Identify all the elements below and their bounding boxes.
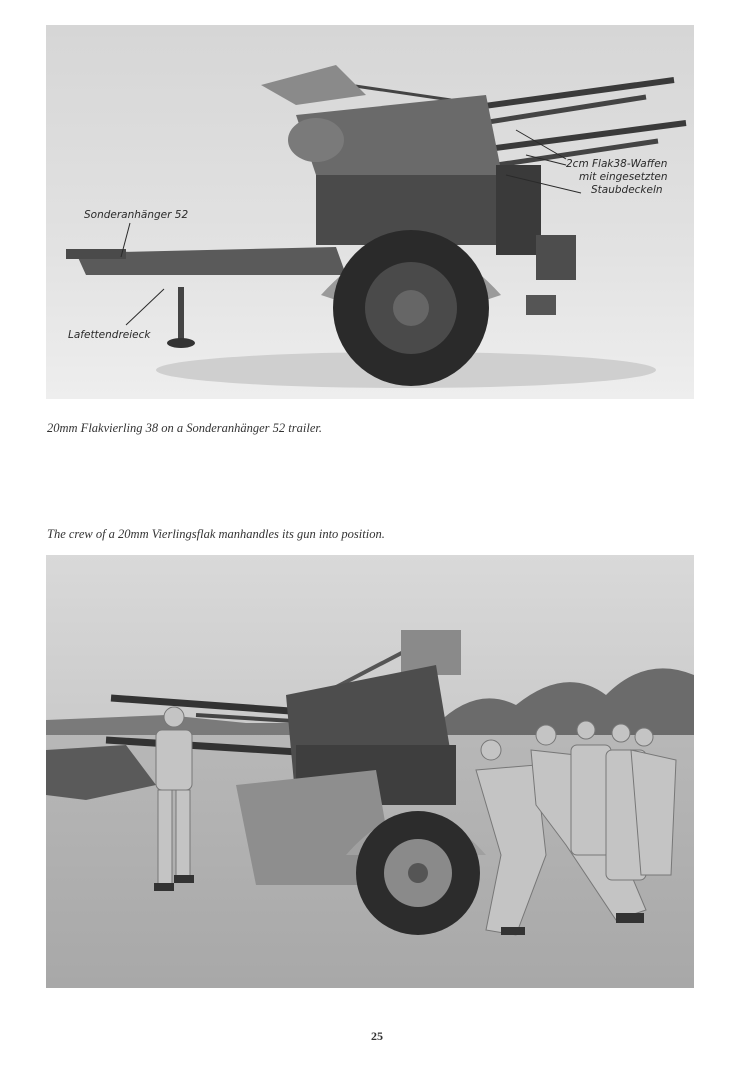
label-trailer: Sonderanhänger 52: [84, 209, 189, 221]
label-weapons-line1: 2cm Flak38-Waffen: [566, 158, 668, 170]
crew-pushing-gun-photo: [46, 555, 694, 988]
crew-pushing-gun-illustration: [46, 555, 694, 988]
label-weapons-line3: Staubdeckeln: [591, 184, 663, 196]
figure-caption-bottom: The crew of a 20mm Vierlingsflak manhandles its gun into position.: [47, 527, 385, 541]
figure-caption-top: 20mm Flakvierling 38 on a Sonderanhänger 52 trailer.: [47, 421, 322, 435]
label-weapons-line2: mit eingesetzten: [579, 171, 668, 183]
flakvierling-trailer-photo: [46, 25, 694, 399]
page-number: 25: [371, 1029, 383, 1043]
label-triangle: Lafettendreieck: [68, 329, 151, 341]
flakvierling-trailer-illustration: [46, 25, 694, 399]
